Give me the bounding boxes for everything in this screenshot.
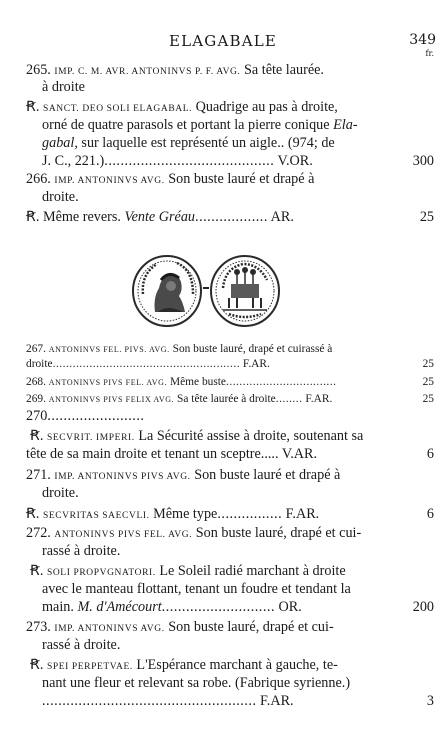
leader-dots: .......................................... xyxy=(104,153,275,169)
price: 25 xyxy=(422,393,434,405)
obverse-legend: IMP. C. M. AVR. ANTONINVS P. F. AVG. xyxy=(54,67,241,77)
obverse-description-cont: rassé à droite. xyxy=(42,543,121,559)
entry-number: 268. xyxy=(26,376,46,388)
reverse-description: sur laquelle est représenté un aigle.. (974; de xyxy=(81,135,335,151)
metal-code: V.AR. xyxy=(281,446,318,462)
obverse-description: Même buste xyxy=(170,376,226,388)
price: 25 xyxy=(419,209,434,225)
metal-code: V.OR. xyxy=(277,153,313,169)
reverse-legend: SECVRIT. IMPERI. xyxy=(46,433,135,443)
entry-number: 272. xyxy=(26,525,51,541)
reverse-description: avec le manteau flottant, tenant un foudre et tendant la xyxy=(42,581,351,597)
leader-dots: ..................................................... xyxy=(42,693,257,709)
obverse-legend: ANTONINVS PIVS FEL. AVG. xyxy=(54,530,193,540)
reverse-description: orné de quatre parasols et portant la pierre conique xyxy=(42,117,330,133)
reverse-legend: SANCT. DEO SOLI ELAGABAL. xyxy=(42,104,193,114)
entry-number: 270 xyxy=(26,408,48,424)
obverse-description: Son buste lauré, drapé et cuirassé à xyxy=(172,343,333,355)
coin-illustration-pair xyxy=(131,254,281,329)
obverse-description-cont: droite. xyxy=(42,485,79,501)
metal-code: F.AR. xyxy=(285,506,320,522)
reverse-mark: Ꞧ. xyxy=(30,563,44,579)
reverse-mark: Ꞧ. xyxy=(26,99,40,115)
metal-code: AR. xyxy=(270,209,294,225)
entry-number: 271. xyxy=(26,467,51,483)
metal-code: F.AR. xyxy=(242,358,270,370)
leader-dots: ........ xyxy=(275,393,303,405)
entry-number: 273. xyxy=(26,619,51,635)
reverse-mark: Ꞧ. xyxy=(30,657,44,673)
page-number: 349 xyxy=(409,32,436,48)
entry-number: 269. xyxy=(26,393,46,405)
reverse-description: J. C., 221.) xyxy=(42,153,105,169)
reverse-description: nant une fleur et relevant sa robe. (Fabrique syrienne.) xyxy=(42,675,351,691)
reverse-description: tête de sa main droite et tenant un sceptre..... xyxy=(26,446,279,462)
obverse-description: Son buste lauré, drapé et cui- xyxy=(168,619,334,635)
price: 25 xyxy=(422,376,434,388)
reverse-description-italic: Vente Gréau xyxy=(124,209,196,225)
price: 25 xyxy=(422,358,434,370)
running-header-title: ELAGABALE xyxy=(168,32,278,50)
reverse-mark: Ꞧ. xyxy=(26,506,40,522)
leader-dots: ........................................................ xyxy=(52,358,241,370)
leader-dots: ................ xyxy=(217,506,283,522)
reverse-description: Même revers. xyxy=(42,209,121,225)
obverse-legend: IMP. ANTONINVS AVG. xyxy=(54,624,165,634)
price: 3 xyxy=(426,693,434,709)
reverse-description: main. xyxy=(42,599,74,615)
leader-dots: .................. xyxy=(195,209,268,225)
reverse-description-italic: M. d'Amécourt xyxy=(77,599,162,615)
currency-unit-label: fr. xyxy=(425,49,434,58)
obverse-description: Son buste lauré, drapé et cui- xyxy=(195,525,362,541)
reverse-legend: SOLI PROPVGNATORI. xyxy=(46,568,156,578)
reverse-legend: SECVRITAS SAECVLI. xyxy=(42,511,150,521)
obverse-description: Sa tête laurée. xyxy=(244,62,324,78)
reverse-description: Quadrige au pas à droite, xyxy=(195,99,338,115)
obverse-legend: ANTONINVS FEL. PIVS. AVG. xyxy=(48,345,170,354)
price: 6 xyxy=(426,506,434,522)
reverse-description: Le Soleil radié marchant à droite xyxy=(159,563,346,579)
reverse-mark: Ꞧ. xyxy=(30,428,44,444)
obverse-description: Sa tête laurée à droite xyxy=(177,393,276,405)
reverse-description: Même type xyxy=(153,506,218,522)
price: 6 xyxy=(426,446,434,462)
obverse-legend: IMP. ANTONINVS AVG. xyxy=(54,176,165,186)
leader-dots: ........................ xyxy=(47,408,145,424)
reverse-description-italic: gabal, xyxy=(42,135,78,151)
reverse-mark: Ꞧ. xyxy=(26,209,40,225)
leader-dots: ................................. xyxy=(226,376,337,388)
entry-number: 266. xyxy=(26,171,51,187)
leader-dots: ............................ xyxy=(161,599,275,615)
obverse-legend: ANTONINVS PIVS FEL. AVG. xyxy=(48,378,168,387)
reverse-description: La Sécurité assise à droite, soutenant sa xyxy=(138,428,364,444)
obverse-legend: IMP. ANTONINVS PIVS AVG. xyxy=(54,472,191,482)
price: 200 xyxy=(412,599,434,615)
price: 300 xyxy=(412,153,434,169)
obverse-description-cont: à droite xyxy=(42,79,85,95)
obverse-description: Son buste lauré et drapé à xyxy=(168,171,315,187)
metal-code: F.AR. xyxy=(305,393,333,405)
reverse-legend: SPEI PERPETVAE. xyxy=(46,662,133,672)
obverse-legend: ANTONINVS PIVS FELIX AVG. xyxy=(48,395,175,404)
obverse-description-cont: droite xyxy=(26,358,53,370)
obverse-description-cont: rassé à droite. xyxy=(42,637,121,653)
coin-obverse-bust-image xyxy=(131,254,203,328)
metal-code: F.AR. xyxy=(260,693,294,709)
entry-number: 265. xyxy=(26,62,51,78)
reverse-description: L'Espérance marchant à gauche, te- xyxy=(136,657,338,673)
obverse-description: Son buste lauré et drapé à xyxy=(194,467,341,483)
entry-number: 267. xyxy=(26,343,46,355)
obverse-description-cont: droite. xyxy=(42,189,79,205)
coin-reverse-quadriga-image xyxy=(209,254,281,328)
metal-code: OR. xyxy=(278,599,302,615)
reverse-description-italic: Ela- xyxy=(333,117,358,133)
